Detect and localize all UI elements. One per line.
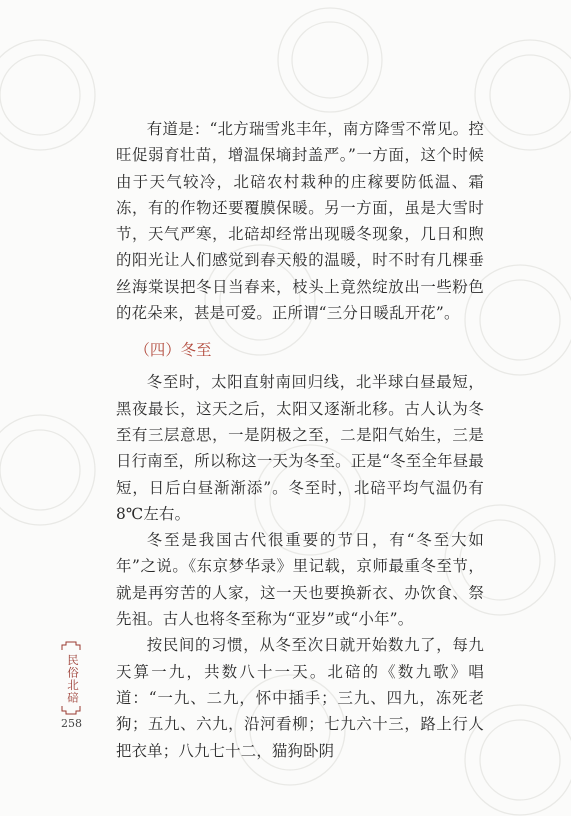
side-tab <box>55 641 95 731</box>
paragraph: 冬至时，太阳直射南回归线，北半球白昼最短，黑夜最长，这天之后，太阳又逐渐北移。古人认为冬至有三层意思，一是阴极之至，二是阳气始生，三是日行南至，所以称这一天为冬至。正是“冬至全年昼最短，日后白昼渐渐添”。冬至时，北碚平均气温仍有8℃左右。 <box>116 373 484 523</box>
page-body <box>116 116 484 764</box>
paragraph: 冬至是我国古代很重要的节日，有“冬至大如年”之说。《东京梦华录》里记载，京师最重冬至节，就是再穷苦的人家，这一天也要换新衣、办饮食、祭先祖。古人也将冬至称为“亚岁”或“小年”。 <box>116 531 484 629</box>
running-title: 民俗北碚 <box>66 654 80 704</box>
ornament-icon <box>61 641 81 651</box>
paragraph: 有道是：“北方瑞雪兆丰年，南方降雪不常见。控旺促弱育壮苗，增温保墒封盖严。”一方面，这个时候由于天气较冷，北碚农村栽种的庄稼要防低温、霜冻，有的作物还要覆膜保暖。另一方面，虽是大雪时节，天气严寒，北碚却经常出现暖冬现象，几日和煦的阳光让人们感觉到春天般的温暖，时不时有几棵垂丝海棠误把冬日当春来，枝头上竟然绽放出一些粉色的花朵来，甚是可爱。正所谓“三分日暖乱开花”。 <box>116 120 484 323</box>
paragraph: 按民间的习惯，从冬至次日就开始数九了，每九天算一九，共数八十一天。北碚的《数九歌》唱道：“一九、二九，怀中插手；三九、四九，冻死老狗；五九、六九，沿河看柳；七九六十三，路上行人把衣单；八九七十二，猫狗卧阴 <box>116 636 484 760</box>
section-heading: （四）冬至 <box>134 341 212 360</box>
ornament-icon <box>61 705 81 715</box>
page-number: 258 <box>61 717 82 730</box>
